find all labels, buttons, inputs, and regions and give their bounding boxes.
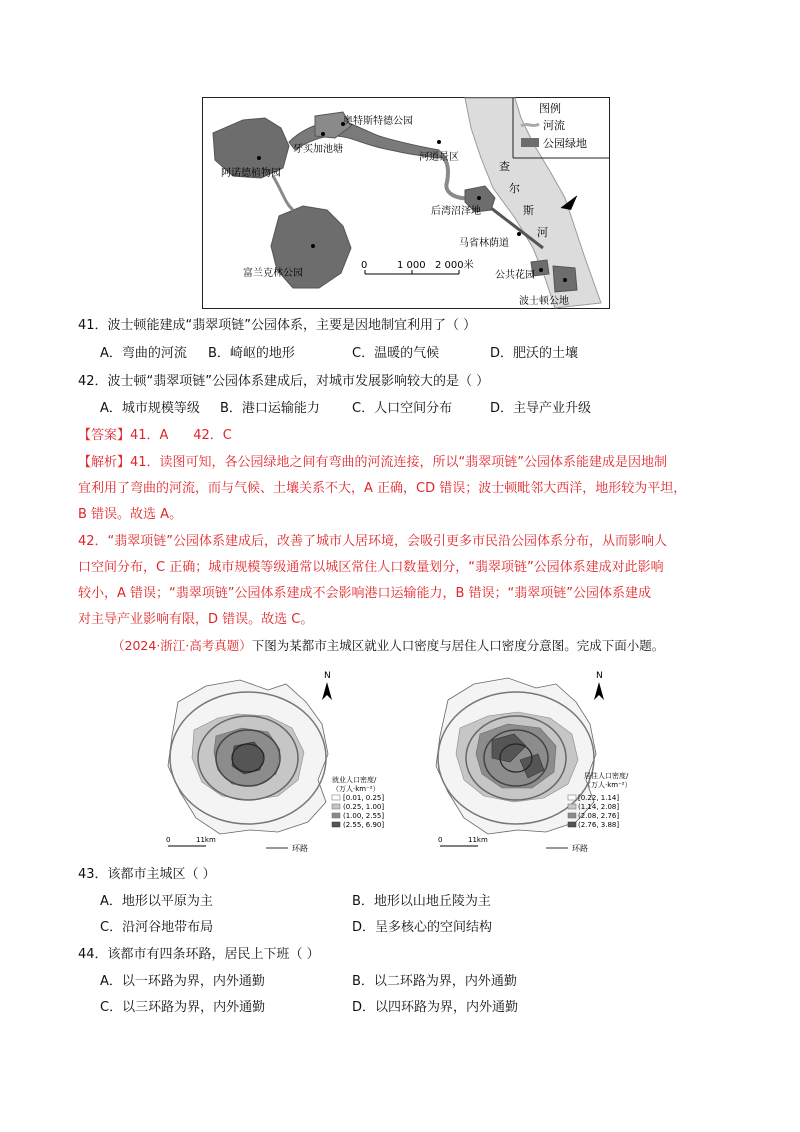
analysis-line-1: 【解析】41．读图可知，各公园绿地之间有弯曲的河流连接，所以“翡翠项链”公园体系能建成是因地制 xyxy=(78,455,668,470)
dot-franklin xyxy=(311,244,315,248)
density-maps xyxy=(158,662,632,858)
q41-stem: 41．波士顿能建成“翡翠项链”公园体系，主要是因地制宜利用了（ ） xyxy=(78,318,477,333)
left-legend-item-3: (1.00, 2.55] xyxy=(343,812,385,820)
label-backbay: 后湾沼泽地 xyxy=(431,206,481,217)
right-north-label: N xyxy=(596,671,603,681)
label-common: 波士顿公地 xyxy=(519,296,569,307)
label-charles-1: 查 xyxy=(499,160,510,173)
left-legend-item-2: (0.25, 1.00] xyxy=(343,803,385,811)
employment-density-map xyxy=(166,671,384,853)
answer-line xyxy=(78,426,232,446)
dot-common xyxy=(563,278,567,282)
analysis-line-3: B 错误。故选 A。 xyxy=(78,507,183,522)
q43-option-b[interactable]: B．地形以山地丘陵为主 xyxy=(352,894,491,909)
q42-option-c[interactable]: C．人口空间分布 xyxy=(352,401,453,416)
right-legend-title: 居住人口密度/ xyxy=(584,772,629,780)
right-ring-label: 环路 xyxy=(572,844,588,853)
legend-title: 图例 xyxy=(539,102,561,115)
label-jamaica: 牙买加池塘 xyxy=(293,144,343,155)
scale-1: 1 000 xyxy=(397,260,426,271)
density-maps-svg xyxy=(158,662,632,858)
answer-label: 【答案】 xyxy=(78,428,131,443)
q41-option-c[interactable]: C．温暖的气候 xyxy=(352,346,440,361)
residential-density-map xyxy=(436,671,632,853)
analysis-line-7: 对主导产业影响有限，D 错误。故选 C。 xyxy=(78,612,314,627)
q44-stem: 44．该都市有四条环路，居民上下班（ ） xyxy=(78,947,320,962)
left-scale-0: 0 xyxy=(166,836,171,844)
left-legend-item-4: (2.55, 6.90] xyxy=(343,821,385,829)
dot-garden xyxy=(539,268,543,272)
label-charles-3: 斯 xyxy=(523,204,534,217)
dot-arnold xyxy=(257,156,261,160)
left-scale-1: 11km xyxy=(196,836,216,844)
connector-river-1 xyxy=(273,176,293,210)
left-legend-unit: （万人·km⁻²） xyxy=(332,785,380,793)
label-olmsted: 奥特斯特德公园 xyxy=(343,116,413,127)
dot-riverway xyxy=(437,140,441,144)
q44-option-d[interactable]: D．以四环路为界，内外通勤 xyxy=(352,1000,519,1015)
q43-option-c[interactable]: C．沿河谷地带布局 xyxy=(100,920,214,935)
emerald-necklace-svg xyxy=(203,98,609,308)
right-legend-item-2: (1.14, 2.08] xyxy=(578,803,620,811)
scale-0: 0 xyxy=(361,260,368,271)
dot-mall xyxy=(517,232,521,236)
right-legend-item-4: (2.76, 3.88] xyxy=(578,821,620,829)
legend-river: 河流 xyxy=(543,119,565,132)
intro-line xyxy=(112,636,664,656)
right-scale-0: 0 xyxy=(438,836,443,844)
legend-green: 公园绿地 xyxy=(543,137,587,150)
left-legend-title: 就业人口密度/ xyxy=(332,776,377,784)
right-legend-item-1: [0.22, 1.14] xyxy=(578,794,620,802)
q41-option-b[interactable]: B．崎岖的地形 xyxy=(208,346,295,361)
q42-stem: 42．波士顿“翡翠项链”公园体系建成后，对城市发展影响较大的是（ ） xyxy=(78,374,490,389)
label-garden: 公共花园 xyxy=(495,270,535,281)
right-north-arrow-icon xyxy=(594,682,604,700)
intro-source: （2024·浙江·高考真题） xyxy=(112,638,252,653)
q42-option-b[interactable]: B．港口运输能力 xyxy=(220,401,320,416)
legend-green-swatch xyxy=(521,138,539,147)
q43-stem: 43．该都市主城区（ ） xyxy=(78,867,216,882)
right-legend-item-3: (2.08, 2.76] xyxy=(578,812,620,820)
right-scale-1: 11km xyxy=(468,836,488,844)
q43-option-a[interactable]: A．地形以平原为主 xyxy=(100,894,213,909)
scale-2: 2 000米 xyxy=(435,260,474,271)
q42-option-a[interactable]: A．城市规模等级 xyxy=(100,401,200,416)
dot-backbay xyxy=(477,196,481,200)
analysis-line-6: 较小，A 错误；“翡翠项链”公园体系建成不会影响港口运输能力，B 错误；“翡翠项链”公园体系建成 xyxy=(78,586,652,601)
intro-text: 下图为某都市主城区就业人口密度与居住人口密度分意图。完成下面小题。 xyxy=(251,638,665,653)
left-ring-label: 环路 xyxy=(292,844,308,853)
analysis-line-5: 口空间分布，C 正确；城市规模等级通常以城区常住人口数量划分，“翡翠项链”公园体系建成对此影响 xyxy=(78,560,664,575)
q44-option-b[interactable]: B．以二环路为界，内外通勤 xyxy=(352,974,517,989)
analysis-line-4: 42．“翡翠项链”公园体系建成后，改善了城市人居环境，会吸引更多市民沿公园体系分布，从而影响人 xyxy=(78,534,668,549)
dot-jamaica xyxy=(321,132,325,136)
label-arnold: 阿诺德植物园 xyxy=(221,168,281,179)
legend-river-swatch xyxy=(521,124,539,126)
label-charles-4: 河 xyxy=(537,226,548,239)
answer-text: 41．A 42．C xyxy=(130,428,232,443)
right-legend-unit: （万人·km⁻²） xyxy=(584,781,632,789)
left-north-arrow-icon xyxy=(322,682,332,700)
analysis-line-2: 宜利用了弯曲的河流，而与气候、土壤关系不大，A 正确，CD 错误；波士顿毗邻大西洋，地形较为平坦， xyxy=(78,481,687,496)
q42-option-d[interactable]: D．主导产业升级 xyxy=(490,401,592,416)
label-franklin: 富兰克林公园 xyxy=(243,268,303,279)
label-charles-2: 尔 xyxy=(509,182,520,195)
analysis-label: 【解析】 xyxy=(78,455,131,470)
q41-option-a[interactable]: A．弯曲的河流 xyxy=(100,346,187,361)
left-north-label: N xyxy=(324,671,331,681)
label-mall: 马省林荫道 xyxy=(459,238,509,249)
q44-option-c[interactable]: C．以三环路为界，内外通勤 xyxy=(100,1000,266,1015)
q44-option-a[interactable]: A．以一环路为界，内外通勤 xyxy=(100,974,265,989)
left-legend-item-1: [0.01, 0.25] xyxy=(343,794,385,802)
label-riverway: 河道景区 xyxy=(419,152,459,163)
q43-option-d[interactable]: D．呈多核心的空间结构 xyxy=(352,920,493,935)
q41-option-d[interactable]: D．肥沃的土壤 xyxy=(490,346,579,361)
emerald-necklace-map xyxy=(202,97,610,309)
